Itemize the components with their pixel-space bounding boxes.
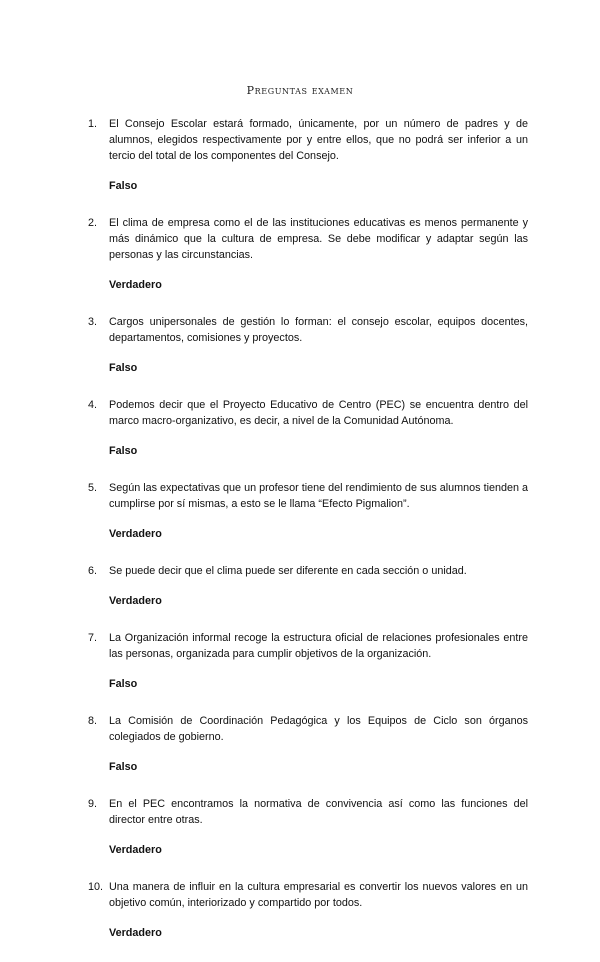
question-text: Cargos unipersonales de gestión lo forman: el consejo escolar, equipos docentes, departamentos, comisiones y proyectos. xyxy=(109,316,528,344)
answer-label: Verdadero xyxy=(109,844,162,856)
answer-label: Verdadero xyxy=(109,927,162,939)
answer-label: Verdadero xyxy=(109,528,162,540)
question-item xyxy=(88,630,528,692)
answer-label: Falso xyxy=(109,180,138,192)
question-number: 8. xyxy=(88,715,98,727)
answer-label: Falso xyxy=(109,362,138,374)
question-text: La Organización informal recoge la estructura oficial de relaciones profesionales entre las personas, organizada para cumplir objetivos de la organización. xyxy=(109,632,528,660)
answer-label: Falso xyxy=(109,678,138,690)
question-number: 5. xyxy=(88,482,98,494)
question-number: 3. xyxy=(88,316,98,328)
question-item xyxy=(88,563,528,609)
question-number: 7. xyxy=(88,632,98,644)
question-text: Podemos decir que el Proyecto Educativo de Centro (PEC) se encuentra dentro del marco macro-organizativo, es decir, a nivel de la Comunidad Autónoma. xyxy=(109,399,528,427)
answer-label: Falso xyxy=(109,445,138,457)
question-number: 4. xyxy=(88,399,98,411)
answer-label: Verdadero xyxy=(109,279,162,291)
question-number: 10. xyxy=(88,881,104,893)
question-item xyxy=(88,397,528,459)
question-number: 2. xyxy=(88,217,98,229)
question-text: El clima de empresa como el de las instituciones educativas es menos permanente y más dinámico que la cultura de empresa. Se debe modificar y adaptar según las personas y las circunstancias. xyxy=(109,217,528,261)
question-number: 1. xyxy=(88,118,98,130)
question-item xyxy=(88,796,528,858)
question-item xyxy=(88,713,528,775)
answer-label: Verdadero xyxy=(109,595,162,607)
question-text: Una manera de influir en la cultura empresarial es convertir los nuevos valores en un objetivo común, interiorizado y compartido por todos. xyxy=(109,881,528,909)
question-text: El Consejo Escolar estará formado, únicamente, por un número de padres y de alumnos, elegidos respectivamente por y entre ellos, que no podrá ser inferior a un tercio del total de los componentes del Consejo. xyxy=(109,118,528,162)
question-text: En el PEC encontramos la normativa de convivencia así como las funciones del director entre otras. xyxy=(109,798,528,826)
answer-label: Falso xyxy=(109,761,138,773)
question-list xyxy=(88,116,528,962)
question-item xyxy=(88,116,528,194)
page-title: Preguntas examen xyxy=(246,84,354,97)
question-item xyxy=(88,879,528,941)
question-number: 6. xyxy=(88,565,98,577)
question-item xyxy=(88,480,528,542)
question-text: Se puede decir que el clima puede ser diferente en cada sección o unidad. xyxy=(109,565,467,577)
question-item xyxy=(88,314,528,376)
question-item xyxy=(88,215,528,293)
question-number: 9. xyxy=(88,798,98,810)
question-text: Según las expectativas que un profesor tiene del rendimiento de sus alumnos tienden a cumplirse por sí mismas, a esto se le llama “Efecto Pigmalion”. xyxy=(109,482,528,510)
question-text: La Comisión de Coordinación Pedagógica y los Equipos de Ciclo son órganos colegiados de gobierno. xyxy=(109,715,528,743)
